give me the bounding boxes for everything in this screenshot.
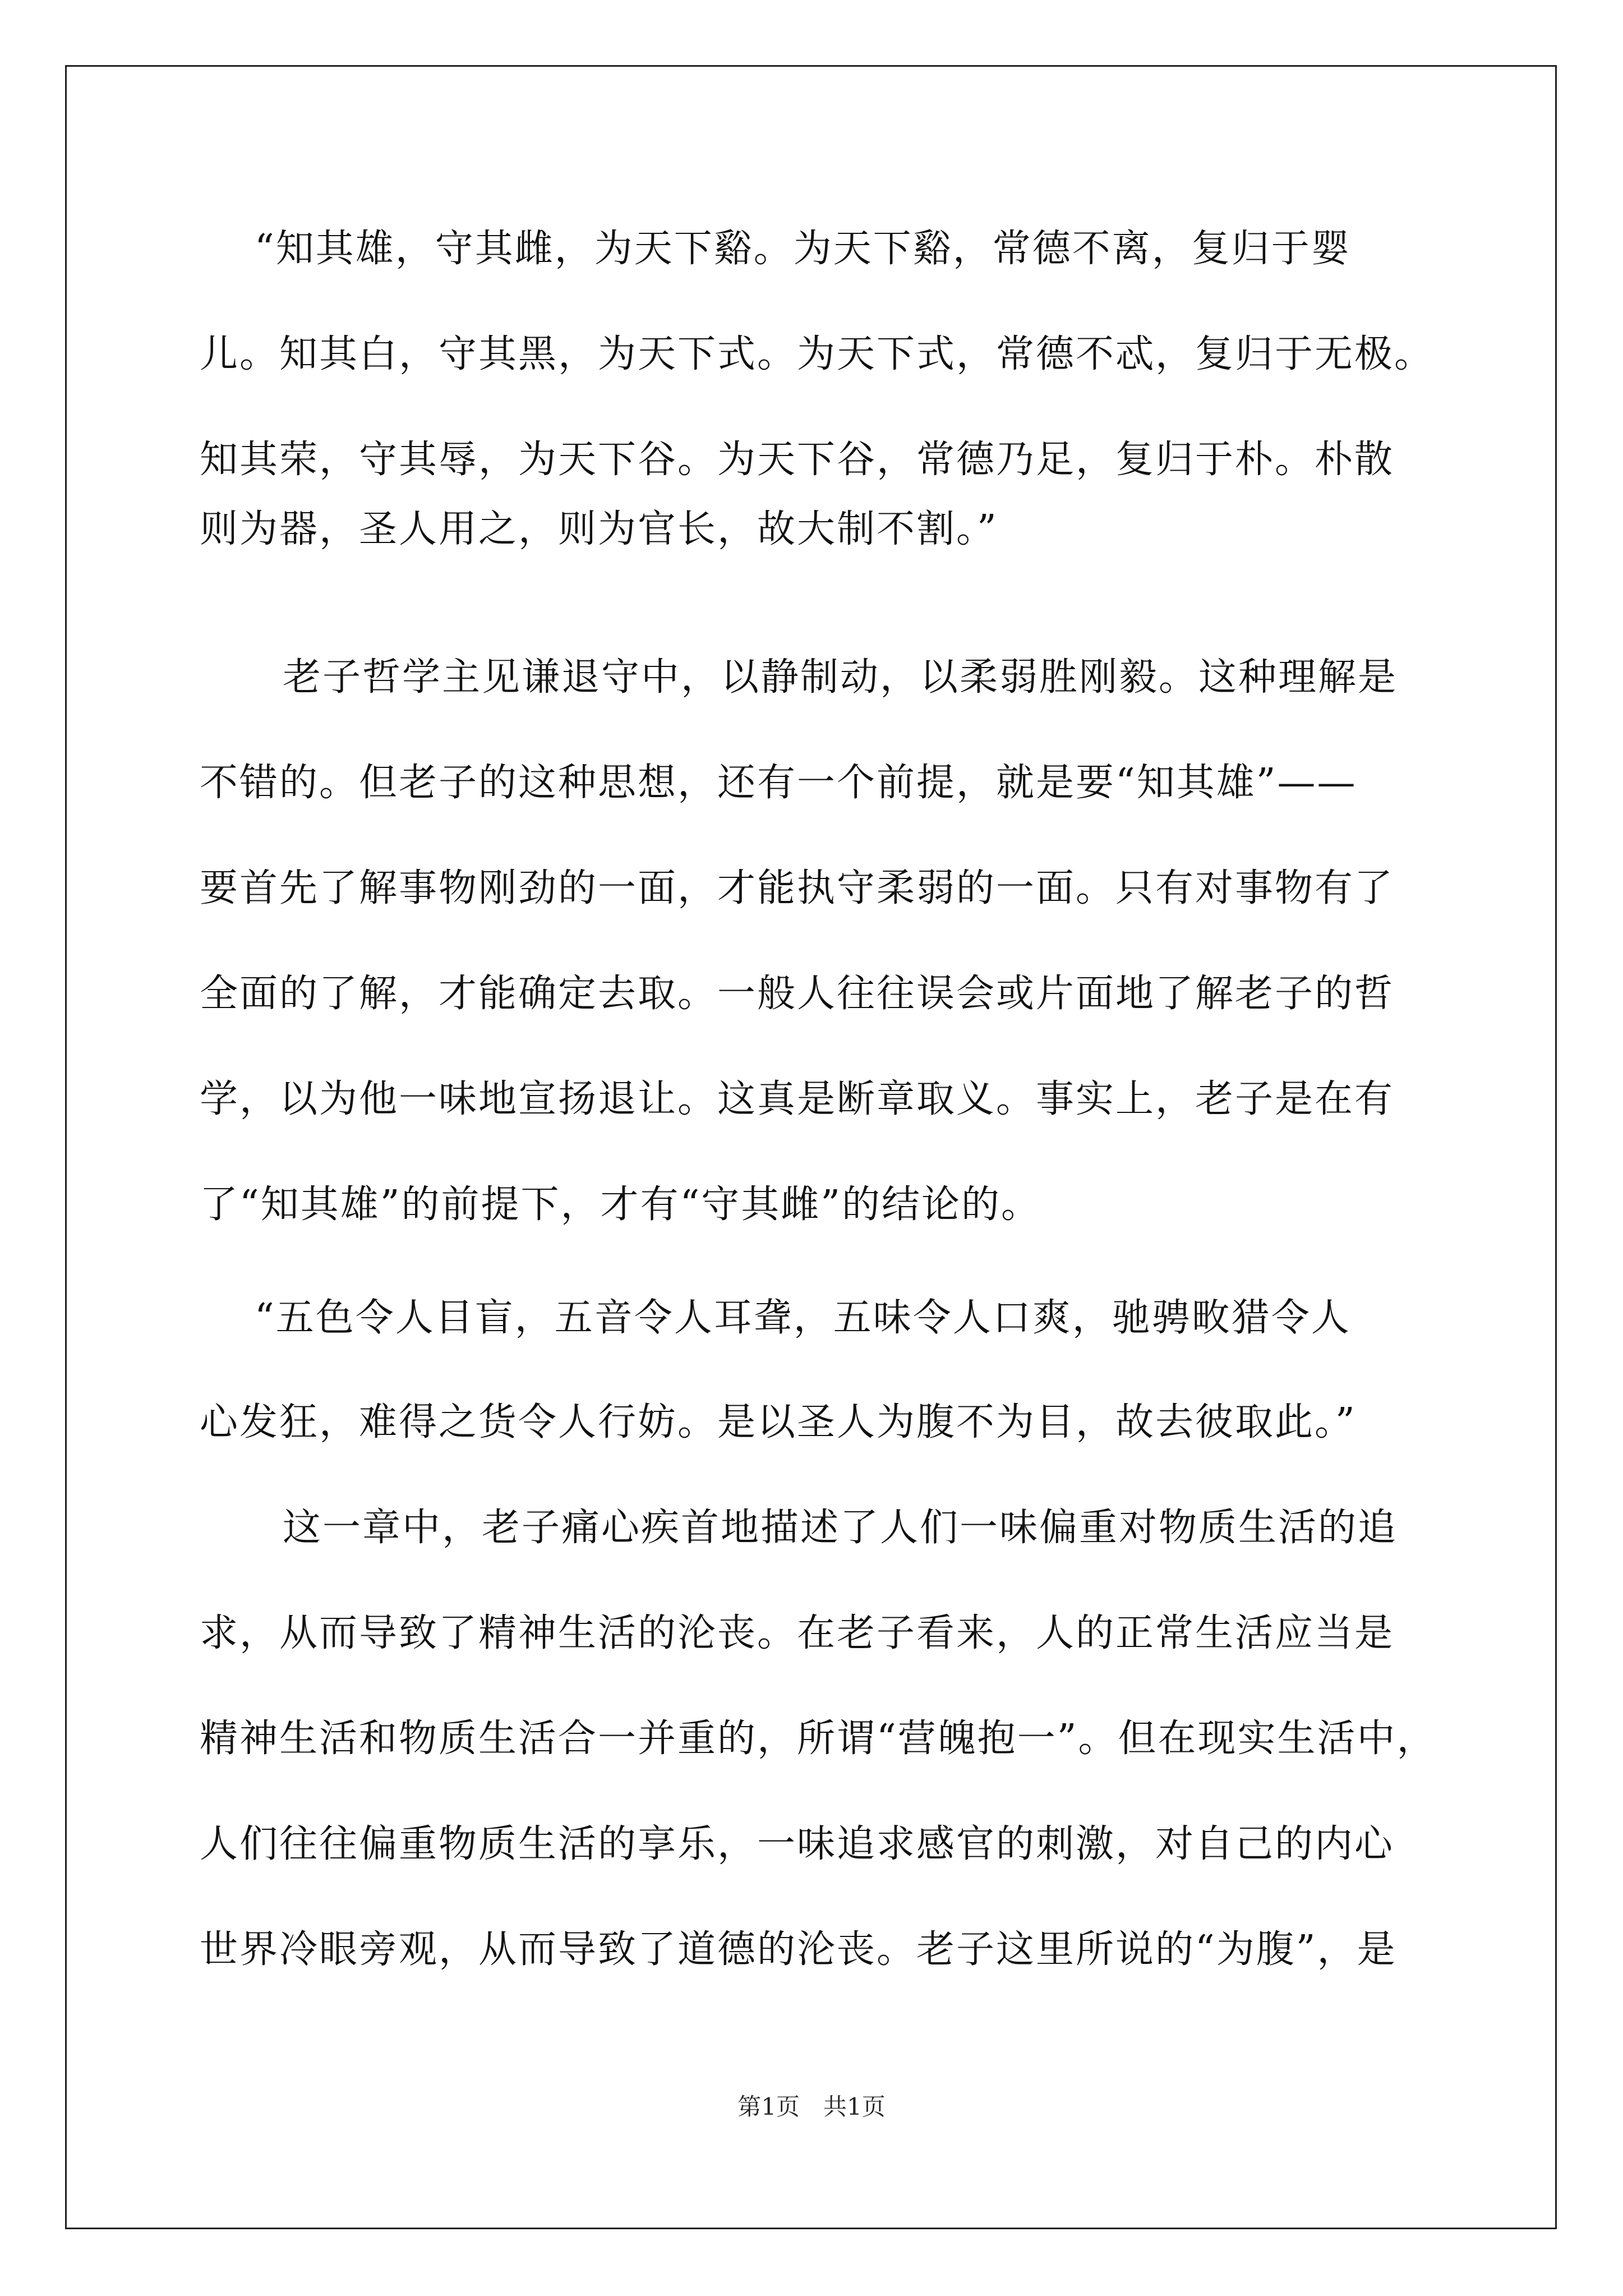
text-line: 精神生活和物质生活合一并重的，所谓“营魄抱一”。但在现实生活中， [200, 1717, 1437, 1761]
text-line: 人们往往偏重物质生活的享乐，一味追求感官的刺激，对自己的内心 [200, 1822, 1395, 1866]
text-line: 这一章中，老子痛心疾首地描述了人们一味偏重对物质生活的追 [283, 1506, 1398, 1550]
text-line: 则为器，圣人用之，则为官长，故大制不割。” [200, 507, 998, 551]
text-line: 心发狂，难得之货令人行妨。是以圣人为腹不为目，故去彼取此。” [200, 1400, 1357, 1444]
text-line: “知其雄，守其雌，为天下谿。为天下谿，常德不离，复归于婴 [255, 227, 1351, 271]
text-line: 不错的。但老子的这种思想，还有一个前提，就是要“知其雄”—— [200, 761, 1357, 805]
page-border [65, 65, 1557, 2229]
text-line: 知其荣，守其辱，为天下谷。为天下谷，常德乃足，复归于朴。朴散 [200, 438, 1395, 482]
text-line: 老子哲学主见谦退守中，以静制动，以柔弱胜刚毅。这种理解是 [283, 655, 1398, 700]
text-line: 学，以为他一味地宣扬退让。这真是断章取义。事实上，老子是在有 [200, 1077, 1395, 1121]
text-line: 世界冷眼旁观，从而导致了道德的沦丧。老子这里所说的“为腹”，是 [200, 1927, 1397, 1972]
page-footer: 第1页 共1页 [737, 2093, 886, 2120]
text-line: 要首先了解事物刚劲的一面，才能执守柔弱的一面。只有对事物有了 [200, 866, 1395, 910]
text-line: 儿。知其白，守其黑，为天下式。为天下式，常德不忒，复归于无极。 [200, 332, 1435, 376]
text-line: “五色令人目盲，五音令人耳聋，五味令人口爽，驰骋畋猎令人 [255, 1296, 1351, 1340]
text-line: 全面的了解，才能确定去取。一般人往往误会或片面地了解老子的哲 [200, 972, 1395, 1016]
text-line: 了“知其雄”的前提下，才有“守其雌”的结论的。 [200, 1182, 1041, 1227]
text-line: 求，从而导致了精神生活的沦丧。在老子看来，人的正常生活应当是 [200, 1611, 1395, 1655]
